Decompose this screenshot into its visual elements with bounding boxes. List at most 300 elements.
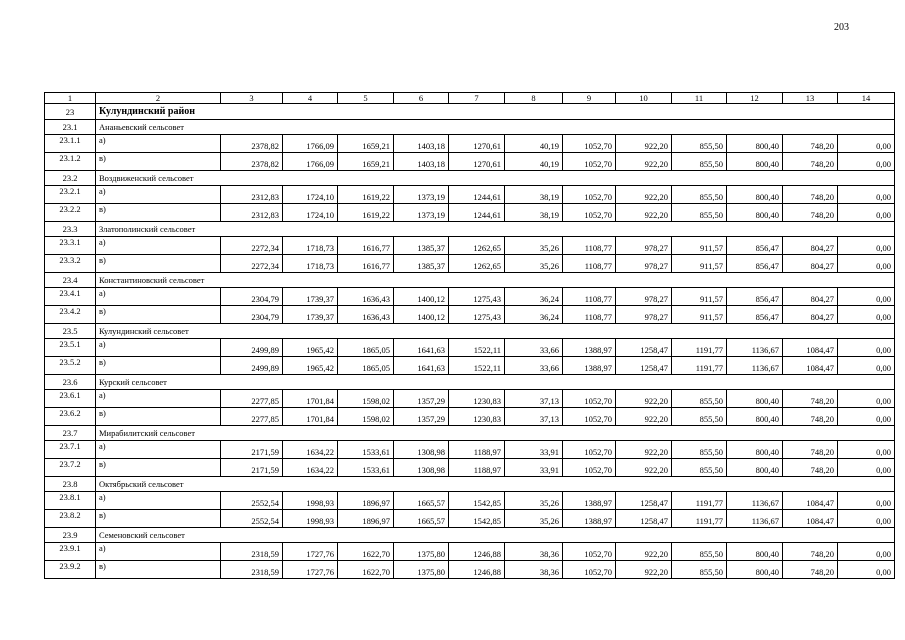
row-code: 23.4.1 xyxy=(45,288,96,306)
section-row xyxy=(45,528,895,543)
value-cell: 800,40 xyxy=(727,459,783,477)
value-cell: 856,47 xyxy=(727,237,783,255)
section-code: 23.6 xyxy=(45,375,96,390)
value-cell: 2312,83 xyxy=(221,186,283,204)
section-row xyxy=(45,222,895,237)
value-cell: 2499,89 xyxy=(221,357,283,375)
value-cell: 0,00 xyxy=(838,288,895,306)
data-row xyxy=(45,561,895,579)
data-row xyxy=(45,204,895,222)
data-row xyxy=(45,459,895,477)
row-code: 23.2.1 xyxy=(45,186,96,204)
column-header: 11 xyxy=(672,93,727,104)
section-name: Златополинский сельсовет xyxy=(96,222,895,237)
row-subtype: а) xyxy=(96,135,221,153)
value-cell: 1084,47 xyxy=(783,492,838,510)
value-cell: 911,57 xyxy=(672,306,727,324)
value-cell: 1739,37 xyxy=(283,306,338,324)
value-cell: 1191,77 xyxy=(672,510,727,528)
table-header xyxy=(45,93,895,104)
value-cell: 2272,34 xyxy=(221,255,283,273)
value-cell: 800,40 xyxy=(727,390,783,408)
value-cell: 1357,29 xyxy=(394,390,449,408)
row-code: 23.7.2 xyxy=(45,459,96,477)
data-row xyxy=(45,390,895,408)
value-cell: 1616,77 xyxy=(338,237,394,255)
row-subtype: а) xyxy=(96,237,221,255)
value-cell: 1965,42 xyxy=(283,357,338,375)
value-cell: 748,20 xyxy=(783,561,838,579)
value-cell: 1270,61 xyxy=(449,135,505,153)
table-body xyxy=(45,104,895,579)
value-cell: 804,27 xyxy=(783,237,838,255)
value-cell: 35,26 xyxy=(505,237,563,255)
value-cell: 0,00 xyxy=(838,492,895,510)
row-code: 23.8.1 xyxy=(45,492,96,510)
value-cell: 36,24 xyxy=(505,306,563,324)
value-cell: 38,19 xyxy=(505,204,563,222)
value-cell: 1533,61 xyxy=(338,459,394,477)
value-cell: 1385,37 xyxy=(394,255,449,273)
value-cell: 0,00 xyxy=(838,306,895,324)
value-cell: 1718,73 xyxy=(283,255,338,273)
section-row xyxy=(45,426,895,441)
data-row xyxy=(45,237,895,255)
row-subtype: а) xyxy=(96,186,221,204)
tariff-table xyxy=(44,92,895,579)
row-code: 23.2.2 xyxy=(45,204,96,222)
value-cell: 1636,43 xyxy=(338,306,394,324)
value-cell: 855,50 xyxy=(672,135,727,153)
value-cell: 1388,97 xyxy=(563,339,616,357)
section-name: Кулундинский сельсовет xyxy=(96,324,895,339)
value-cell: 1388,97 xyxy=(563,357,616,375)
value-cell: 1191,77 xyxy=(672,339,727,357)
value-cell: 748,20 xyxy=(783,204,838,222)
value-cell: 1634,22 xyxy=(283,441,338,459)
section-code: 23.7 xyxy=(45,426,96,441)
section-row xyxy=(45,375,895,390)
row-subtype: а) xyxy=(96,543,221,561)
value-cell: 1375,80 xyxy=(394,561,449,579)
value-cell: 748,20 xyxy=(783,408,838,426)
row-code: 23.3.1 xyxy=(45,237,96,255)
section-name: Мирабилитский сельсовет xyxy=(96,426,895,441)
value-cell: 856,47 xyxy=(727,255,783,273)
value-cell: 0,00 xyxy=(838,390,895,408)
value-cell: 33,91 xyxy=(505,441,563,459)
value-cell: 800,40 xyxy=(727,135,783,153)
value-cell: 1701,84 xyxy=(283,408,338,426)
row-subtype: а) xyxy=(96,339,221,357)
value-cell: 800,40 xyxy=(727,204,783,222)
column-header: 2 xyxy=(96,93,221,104)
value-cell: 0,00 xyxy=(838,255,895,273)
value-cell: 1622,70 xyxy=(338,561,394,579)
value-cell: 922,20 xyxy=(616,135,672,153)
value-cell: 1258,47 xyxy=(616,492,672,510)
column-header: 14 xyxy=(838,93,895,104)
value-cell: 1400,12 xyxy=(394,306,449,324)
value-cell: 1622,70 xyxy=(338,543,394,561)
value-cell: 1052,70 xyxy=(563,153,616,171)
value-cell: 1230,83 xyxy=(449,408,505,426)
value-cell: 1542,85 xyxy=(449,492,505,510)
value-cell: 38,19 xyxy=(505,186,563,204)
value-cell: 1052,70 xyxy=(563,135,616,153)
section-row xyxy=(45,120,895,135)
value-cell: 1052,70 xyxy=(563,408,616,426)
value-cell: 804,27 xyxy=(783,306,838,324)
value-cell: 1727,76 xyxy=(283,543,338,561)
value-cell: 0,00 xyxy=(838,561,895,579)
section-name: Константиновский сельсовет xyxy=(96,273,895,288)
value-cell: 1108,77 xyxy=(563,306,616,324)
value-cell: 1052,70 xyxy=(563,561,616,579)
value-cell: 856,47 xyxy=(727,288,783,306)
row-code: 23.9.2 xyxy=(45,561,96,579)
value-cell: 1108,77 xyxy=(563,255,616,273)
value-cell: 1865,05 xyxy=(338,339,394,357)
data-row xyxy=(45,543,895,561)
value-cell: 1403,18 xyxy=(394,153,449,171)
row-code: 23.6.2 xyxy=(45,408,96,426)
value-cell: 1246,88 xyxy=(449,543,505,561)
value-cell: 1385,37 xyxy=(394,237,449,255)
value-cell: 2171,59 xyxy=(221,441,283,459)
value-cell: 1191,77 xyxy=(672,492,727,510)
value-cell: 1258,47 xyxy=(616,357,672,375)
value-cell: 1542,85 xyxy=(449,510,505,528)
value-cell: 1052,70 xyxy=(563,186,616,204)
value-cell: 0,00 xyxy=(838,441,895,459)
value-cell: 1998,93 xyxy=(283,510,338,528)
value-cell: 856,47 xyxy=(727,306,783,324)
value-cell: 35,26 xyxy=(505,510,563,528)
column-header: 13 xyxy=(783,93,838,104)
value-cell: 1108,77 xyxy=(563,288,616,306)
value-cell: 922,20 xyxy=(616,543,672,561)
data-row xyxy=(45,339,895,357)
value-cell: 1522,11 xyxy=(449,339,505,357)
value-cell: 748,20 xyxy=(783,135,838,153)
value-cell: 748,20 xyxy=(783,543,838,561)
row-code: 23.5.2 xyxy=(45,357,96,375)
value-cell: 1598,02 xyxy=(338,390,394,408)
district-name: Кулундинский район xyxy=(96,104,895,120)
value-cell: 0,00 xyxy=(838,543,895,561)
section-name: Ананьевский сельсовет xyxy=(96,120,895,135)
data-row xyxy=(45,510,895,528)
value-cell: 748,20 xyxy=(783,441,838,459)
row-code: 23.1.1 xyxy=(45,135,96,153)
row-code: 23.5.1 xyxy=(45,339,96,357)
value-cell: 1616,77 xyxy=(338,255,394,273)
value-cell: 855,50 xyxy=(672,390,727,408)
row-subtype: в) xyxy=(96,204,221,222)
value-cell: 0,00 xyxy=(838,186,895,204)
value-cell: 1108,77 xyxy=(563,237,616,255)
value-cell: 1701,84 xyxy=(283,390,338,408)
value-cell: 800,40 xyxy=(727,561,783,579)
value-cell: 37,13 xyxy=(505,408,563,426)
value-cell: 1634,22 xyxy=(283,459,338,477)
section-code: 23.5 xyxy=(45,324,96,339)
data-row xyxy=(45,255,895,273)
value-cell: 2312,83 xyxy=(221,204,283,222)
value-cell: 1619,22 xyxy=(338,186,394,204)
value-cell: 38,36 xyxy=(505,543,563,561)
row-subtype: в) xyxy=(96,255,221,273)
value-cell: 922,20 xyxy=(616,186,672,204)
section-name: Семеновский сельсовет xyxy=(96,528,895,543)
section-code: 23.4 xyxy=(45,273,96,288)
value-cell: 2552,54 xyxy=(221,510,283,528)
value-cell: 1727,76 xyxy=(283,561,338,579)
column-header: 6 xyxy=(394,93,449,104)
value-cell: 1275,43 xyxy=(449,306,505,324)
data-row xyxy=(45,408,895,426)
value-cell: 1084,47 xyxy=(783,357,838,375)
data-row xyxy=(45,357,895,375)
column-header: 12 xyxy=(727,93,783,104)
value-cell: 1896,97 xyxy=(338,510,394,528)
value-cell: 1998,93 xyxy=(283,492,338,510)
column-header: 4 xyxy=(283,93,338,104)
value-cell: 800,40 xyxy=(727,186,783,204)
value-cell: 1641,63 xyxy=(394,339,449,357)
section-row xyxy=(45,324,895,339)
value-cell: 1270,61 xyxy=(449,153,505,171)
value-cell: 1275,43 xyxy=(449,288,505,306)
value-cell: 2499,89 xyxy=(221,339,283,357)
value-cell: 1665,57 xyxy=(394,492,449,510)
value-cell: 855,50 xyxy=(672,441,727,459)
value-cell: 1659,21 xyxy=(338,153,394,171)
value-cell: 855,50 xyxy=(672,543,727,561)
value-cell: 1766,09 xyxy=(283,153,338,171)
value-cell: 1388,97 xyxy=(563,510,616,528)
value-cell: 855,50 xyxy=(672,408,727,426)
value-cell: 1230,83 xyxy=(449,390,505,408)
value-cell: 748,20 xyxy=(783,186,838,204)
value-cell: 1641,63 xyxy=(394,357,449,375)
value-cell: 804,27 xyxy=(783,255,838,273)
row-subtype: а) xyxy=(96,390,221,408)
value-cell: 1052,70 xyxy=(563,459,616,477)
value-cell: 911,57 xyxy=(672,237,727,255)
value-cell: 1258,47 xyxy=(616,510,672,528)
value-cell: 1258,47 xyxy=(616,339,672,357)
value-cell: 1188,97 xyxy=(449,441,505,459)
value-cell: 1636,43 xyxy=(338,288,394,306)
data-row xyxy=(45,153,895,171)
section-code: 23.2 xyxy=(45,171,96,186)
value-cell: 2318,59 xyxy=(221,561,283,579)
column-header: 10 xyxy=(616,93,672,104)
value-cell: 922,20 xyxy=(616,408,672,426)
value-cell: 37,13 xyxy=(505,390,563,408)
district-row xyxy=(45,104,895,120)
value-cell: 0,00 xyxy=(838,204,895,222)
value-cell: 0,00 xyxy=(838,339,895,357)
value-cell: 800,40 xyxy=(727,543,783,561)
value-cell: 2272,34 xyxy=(221,237,283,255)
row-subtype: в) xyxy=(96,510,221,528)
value-cell: 1308,98 xyxy=(394,441,449,459)
row-code: 23.7.1 xyxy=(45,441,96,459)
value-cell: 922,20 xyxy=(616,204,672,222)
row-subtype: в) xyxy=(96,306,221,324)
value-cell: 1400,12 xyxy=(394,288,449,306)
value-cell: 0,00 xyxy=(838,408,895,426)
section-name: Курский сельсовет xyxy=(96,375,895,390)
value-cell: 2378,82 xyxy=(221,135,283,153)
data-row xyxy=(45,492,895,510)
value-cell: 1136,67 xyxy=(727,339,783,357)
column-header: 7 xyxy=(449,93,505,104)
value-cell: 1052,70 xyxy=(563,543,616,561)
value-cell: 748,20 xyxy=(783,153,838,171)
value-cell: 1896,97 xyxy=(338,492,394,510)
value-cell: 1718,73 xyxy=(283,237,338,255)
value-cell: 1136,67 xyxy=(727,357,783,375)
value-cell: 800,40 xyxy=(727,408,783,426)
value-cell: 855,50 xyxy=(672,153,727,171)
value-cell: 1084,47 xyxy=(783,339,838,357)
value-cell: 855,50 xyxy=(672,186,727,204)
column-header: 9 xyxy=(563,93,616,104)
value-cell: 804,27 xyxy=(783,288,838,306)
value-cell: 36,24 xyxy=(505,288,563,306)
value-cell: 748,20 xyxy=(783,390,838,408)
value-cell: 748,20 xyxy=(783,459,838,477)
district-code: 23 xyxy=(45,104,96,120)
value-cell: 978,27 xyxy=(616,255,672,273)
section-code: 23.3 xyxy=(45,222,96,237)
value-cell: 922,20 xyxy=(616,153,672,171)
value-cell: 1136,67 xyxy=(727,510,783,528)
row-code: 23.8.2 xyxy=(45,510,96,528)
value-cell: 1136,67 xyxy=(727,492,783,510)
value-cell: 1188,97 xyxy=(449,459,505,477)
value-cell: 1659,21 xyxy=(338,135,394,153)
value-cell: 2378,82 xyxy=(221,153,283,171)
data-row xyxy=(45,441,895,459)
section-name: Октябрьский сельсовет xyxy=(96,477,895,492)
value-cell: 1244,61 xyxy=(449,186,505,204)
row-subtype: а) xyxy=(96,492,221,510)
value-cell: 1403,18 xyxy=(394,135,449,153)
value-cell: 2552,54 xyxy=(221,492,283,510)
data-row xyxy=(45,288,895,306)
value-cell: 35,26 xyxy=(505,255,563,273)
section-code: 23.8 xyxy=(45,477,96,492)
value-cell: 922,20 xyxy=(616,441,672,459)
value-cell: 0,00 xyxy=(838,510,895,528)
value-cell: 1052,70 xyxy=(563,204,616,222)
row-code: 23.9.1 xyxy=(45,543,96,561)
value-cell: 1724,10 xyxy=(283,186,338,204)
section-row xyxy=(45,477,895,492)
row-subtype: в) xyxy=(96,408,221,426)
value-cell: 1739,37 xyxy=(283,288,338,306)
value-cell: 978,27 xyxy=(616,288,672,306)
value-cell: 35,26 xyxy=(505,492,563,510)
value-cell: 978,27 xyxy=(616,237,672,255)
value-cell: 38,36 xyxy=(505,561,563,579)
value-cell: 0,00 xyxy=(838,357,895,375)
value-cell: 911,57 xyxy=(672,255,727,273)
column-header: 8 xyxy=(505,93,563,104)
value-cell: 1388,97 xyxy=(563,492,616,510)
value-cell: 1619,22 xyxy=(338,204,394,222)
value-cell: 922,20 xyxy=(616,390,672,408)
row-subtype: в) xyxy=(96,561,221,579)
value-cell: 911,57 xyxy=(672,288,727,306)
data-row xyxy=(45,135,895,153)
value-cell: 922,20 xyxy=(616,459,672,477)
row-subtype: в) xyxy=(96,459,221,477)
row-code: 23.6.1 xyxy=(45,390,96,408)
value-cell: 855,50 xyxy=(672,204,727,222)
section-row xyxy=(45,171,895,186)
value-cell: 1766,09 xyxy=(283,135,338,153)
value-cell: 855,50 xyxy=(672,459,727,477)
row-subtype: в) xyxy=(96,357,221,375)
section-name: Воздвиженский сельсовет xyxy=(96,171,895,186)
section-row xyxy=(45,273,895,288)
page-number: 203 xyxy=(834,22,849,33)
value-cell: 1665,57 xyxy=(394,510,449,528)
column-header: 1 xyxy=(45,93,96,104)
value-cell: 1246,88 xyxy=(449,561,505,579)
value-cell: 2171,59 xyxy=(221,459,283,477)
value-cell: 800,40 xyxy=(727,441,783,459)
column-header: 5 xyxy=(338,93,394,104)
column-header: 3 xyxy=(221,93,283,104)
value-cell: 922,20 xyxy=(616,561,672,579)
value-cell: 33,66 xyxy=(505,357,563,375)
value-cell: 2277,85 xyxy=(221,390,283,408)
value-cell: 33,91 xyxy=(505,459,563,477)
value-cell: 1052,70 xyxy=(563,390,616,408)
row-subtype: в) xyxy=(96,153,221,171)
value-cell: 0,00 xyxy=(838,459,895,477)
value-cell: 855,50 xyxy=(672,561,727,579)
value-cell: 1598,02 xyxy=(338,408,394,426)
value-cell: 0,00 xyxy=(838,153,895,171)
row-code: 23.4.2 xyxy=(45,306,96,324)
section-code: 23.9 xyxy=(45,528,96,543)
value-cell: 2277,85 xyxy=(221,408,283,426)
value-cell: 1084,47 xyxy=(783,510,838,528)
value-cell: 1373,19 xyxy=(394,186,449,204)
value-cell: 0,00 xyxy=(838,135,895,153)
value-cell: 1522,11 xyxy=(449,357,505,375)
data-row xyxy=(45,306,895,324)
value-cell: 1357,29 xyxy=(394,408,449,426)
value-cell: 978,27 xyxy=(616,306,672,324)
value-cell: 40,19 xyxy=(505,135,563,153)
value-cell: 1052,70 xyxy=(563,441,616,459)
section-code: 23.1 xyxy=(45,120,96,135)
value-cell: 2304,79 xyxy=(221,306,283,324)
value-cell: 1262,65 xyxy=(449,237,505,255)
value-cell: 33,66 xyxy=(505,339,563,357)
value-cell: 40,19 xyxy=(505,153,563,171)
row-code: 23.3.2 xyxy=(45,255,96,273)
